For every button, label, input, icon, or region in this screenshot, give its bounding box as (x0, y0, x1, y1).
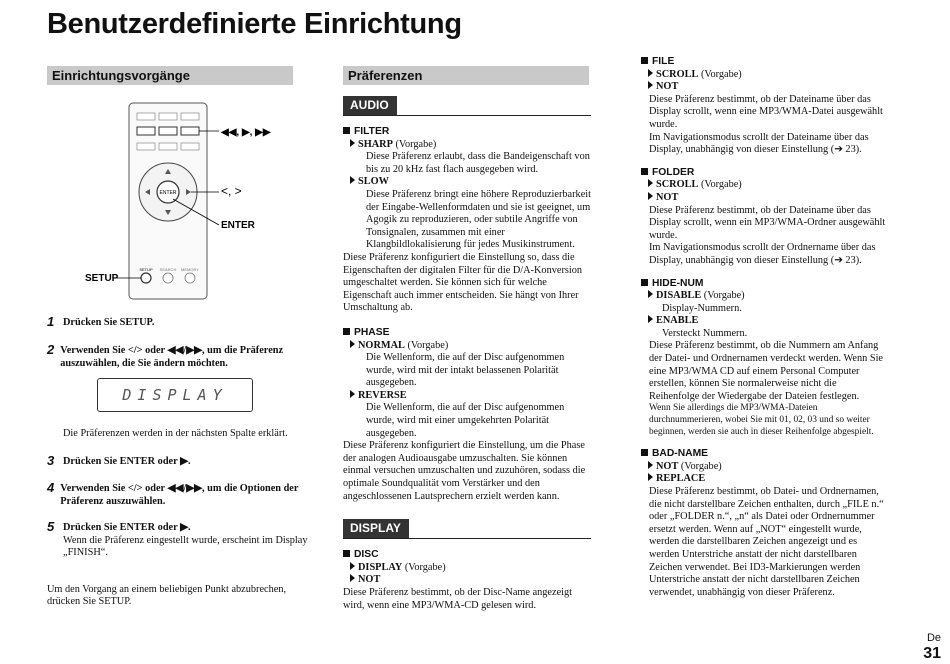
option-file-not-name: NOT (656, 81, 679, 93)
file-description: Diese Präferenz bestimmt, ob der Dateiname über das Display scrollt, wenn eine MP3/WMA-Datei ausgewählt wurde. (649, 93, 883, 130)
default-tag: (Vorgabe) (700, 68, 742, 80)
section-header-setup: Einrichtungsvorgänge (47, 66, 293, 85)
preferences-audio-display (343, 96, 591, 612)
display-panel (97, 378, 253, 412)
enter-button-label: ENTER (159, 190, 177, 196)
abort-note: Um den Vorgang an einem beliebigen Punkt abzubrechen, drücken Sie SETUP. (47, 583, 287, 608)
option-slow (343, 176, 591, 189)
folder-description: Diese Präferenz bestimmt, ob der Dateiname über das Display scrollt, wenn ein MP3/WMA-Ordner ausgewählt wurde. (649, 204, 886, 241)
option-sharp-desc: Diese Präferenz erlaubt, dass die Bandeigenschaft von bis zu 20 kHz fast flach ausgegeben wird. (366, 151, 590, 175)
heading-bad-name (641, 448, 887, 461)
step-number: 4 (47, 479, 55, 495)
section-header-preferences: Präferenzen (343, 66, 589, 85)
subsection-audio (343, 96, 591, 116)
heading-disc-text: DISC (354, 549, 379, 561)
steps-block (47, 316, 309, 609)
filter-description: Diese Präferenz konfiguriert die Einstellung so, dass die Eigenschaften der digitalen Filter für die D/A-Konversion umgeschaltet werden. Sie können sich für welche Eigenschaft auch immer entscheiden. Sie hängt von Ihrer Umschaltung ab. (343, 251, 583, 314)
preferences-right (641, 56, 887, 599)
label-skip-play: ◀◀, ▶, ▶▶ (221, 127, 271, 138)
option-folder-not-name: NOT (656, 191, 679, 203)
phase-description: Diese Präferenz konfiguriert die Einstellung, um die Phase der analogen Audioausgabe umzuschalten. Sie können einmal versuchen umzuschalten und zuzuhören, sodass die optimale Soundqualität vom Verstärker und den angeschlossenen Lautsprechern erzielt werden kann. (343, 440, 586, 502)
option-folder-scroll-name: SCROLL (656, 179, 699, 191)
option-disable (641, 290, 887, 303)
search-button-label: SEARCH (159, 267, 177, 272)
step-number: 2 (47, 342, 55, 357)
step-text: Verwenden Sie </> oder ◀◀/▶▶, um die Präferenz auszuwählen, die Sie ändern möchten. (60, 345, 284, 369)
default-tag: (Vorgabe) (407, 339, 449, 351)
step-text: Drücken Sie SETUP. (63, 317, 155, 328)
option-sharp (343, 139, 591, 152)
subsection-audio-label: AUDIO (343, 96, 397, 115)
option-disc-display (343, 562, 591, 575)
page-number: 31 (923, 645, 941, 662)
step-text: Verwenden Sie </> oder ◀◀/▶▶, um die Optionen der Präferenz auszuwählen. (60, 482, 299, 507)
label-enter: ENTER (221, 220, 255, 231)
subsection-display-label: DISPLAY (343, 519, 409, 538)
option-slow-name: SLOW (358, 176, 389, 188)
option-disable-name: DISABLE (656, 290, 702, 302)
step-number: 1 (47, 314, 55, 329)
step-4 (47, 479, 309, 508)
default-tag: (Vorgabe) (395, 138, 437, 150)
step-5-note: Wenn die Präferenz eingestellt wurde, erscheint im Display „FINISH“. (63, 534, 308, 559)
heading-phase (343, 327, 591, 340)
option-file-scroll (641, 69, 887, 82)
option-folder-scroll (641, 179, 887, 192)
option-disable-desc: Display-Nummern. (662, 302, 742, 314)
option-file-scroll-name: SCROLL (656, 68, 699, 80)
step-5 (47, 518, 309, 534)
option-sharp-name: SHARP (358, 138, 393, 150)
step-3 (47, 452, 309, 468)
step-text: Drücken Sie ENTER oder ▶. (63, 521, 191, 533)
folder-navigation-note: Im Navigationsmodus scrollt der Ordnername über das Display, unabhängig von dieser Einstellung (➔ 23). (649, 242, 876, 266)
option-enable (641, 315, 887, 328)
heading-file (641, 56, 887, 69)
setup-button-label: SETUP (139, 267, 153, 272)
display-note: Die Präferenzen werden in der nächsten Spalte erklärt. (63, 428, 288, 439)
option-disc-not (343, 574, 591, 587)
option-replace (641, 473, 887, 486)
heading-bad-name-text: BAD-NAME (652, 448, 709, 460)
hide-num-description: Diese Präferenz bestimmt, ob die Nummern am Anfang der Datei- und Ordnernamen verdeckt werden. Wenn Sie eine MP3/WMA CD auf einem Personal Computer erstellen, können Sie normalerweise nicht die Reihenfolge der Wiedergabe der Dateien festlegen. (649, 340, 884, 402)
disc-description: Diese Präferenz bestimmt, ob der Disc-Name angezeigt wird, wenn eine MP3/WMA-CD gelesen wird. (343, 587, 573, 611)
step-2 (47, 344, 309, 370)
option-enable-name: ENABLE (656, 315, 699, 327)
option-replace-name: REPLACE (656, 473, 706, 485)
label-setup: SETUP (85, 273, 119, 284)
memory-button-label: MEMORY (181, 267, 199, 272)
language-tag: De (926, 632, 941, 644)
heading-filter (343, 126, 591, 139)
page-title: Benutzerdefinierte Einrichtung (47, 8, 462, 40)
heading-file-text: FILE (652, 56, 675, 67)
remote-illustration (47, 95, 307, 300)
option-reverse (343, 390, 591, 403)
heading-folder-text: FOLDER (652, 166, 695, 178)
option-bad-not (641, 461, 887, 474)
heading-hide-num-text: HIDE-NUM (652, 277, 704, 289)
option-disc-display-name: DISPLAY (358, 561, 403, 573)
default-tag: (Vorgabe) (703, 290, 745, 302)
remote-diagram (47, 95, 307, 300)
step-1 (47, 316, 309, 329)
heading-hide-num (641, 278, 887, 291)
option-normal-name: NORMAL (358, 339, 405, 351)
default-tag: (Vorgabe) (700, 179, 742, 191)
option-normal (343, 340, 591, 353)
file-navigation-note: Im Navigationsmodus scrollt der Dateiname über das Display, unabhängig von dieser Einstellung (➔ 23). (649, 131, 869, 156)
heading-phase-text: PHASE (354, 326, 390, 338)
default-tag: (Vorgabe) (404, 561, 446, 573)
option-file-not (641, 81, 887, 94)
subsection-display (343, 519, 591, 539)
option-normal-desc: Die Wellenform, die auf der Disc aufgenommen wurde, wird mit der intakt belassenen Polarität ausgegeben. (366, 352, 565, 389)
heading-disc (343, 549, 591, 562)
hide-num-note: Wenn Sie allerdings die MP3/WMA-Dateien durchnummerieren, wobei Sie mit 01, 02, 03 und so weiter beginnen, werden sie auch in dieser Reihenfolge abgespielt. (649, 403, 874, 437)
option-reverse-desc: Die Wellenform, die auf der Disc aufgenommen wurde, wird mit einer umgekehrten Polarität ausgegeben. (366, 402, 565, 439)
option-enable-desc: Versteckt Nummern. (662, 327, 748, 339)
label-cursor-arrows: <, > (221, 184, 242, 198)
option-bad-not-name: NOT (656, 460, 679, 472)
heading-filter-text: FILTER (354, 126, 390, 137)
option-folder-not (641, 192, 887, 205)
display-readout: DISPLAY (122, 385, 228, 404)
heading-folder (641, 167, 887, 180)
option-disc-not-name: NOT (358, 574, 381, 586)
step-text: Drücken Sie ENTER oder ▶. (63, 455, 191, 467)
default-tag: (Vorgabe) (680, 460, 722, 472)
option-slow-desc: Diese Präferenz bringt eine höhere Reproduzierbarkeit der Eingabe-Wellenformdaten und sie ist geeignet, um Agogik zu reproduzieren, oder subtile Angriffe von Tonsignalen, zusammen mit einer Klangbildlokalisierung für jedes Musikinstrument. (366, 188, 591, 251)
step-number: 3 (47, 452, 55, 468)
option-reverse-name: REVERSE (358, 389, 407, 401)
step-number: 5 (47, 518, 55, 534)
bad-name-description: Diese Präferenz bestimmt, ob Datei- und Ordnernamen, die nicht darstellbare Zeichen enthalten, durch „FILE n.“ oder „FOLDER n.“, „n“ als Datei oder Ordnernummer ersetzt werden. Wenn auf „NOT“ eingestellt wurde, werden die darstellbaren Zeichen angezeigt und es werden Unterstriche anstatt der nicht darstellbaren Zeichen verwendet. Bei ID3-Markierungen werden Unterstriche anstatt der nicht darstellbaren Zeichen verwendet, unabhängig von dieser Präferenz. (649, 486, 884, 598)
